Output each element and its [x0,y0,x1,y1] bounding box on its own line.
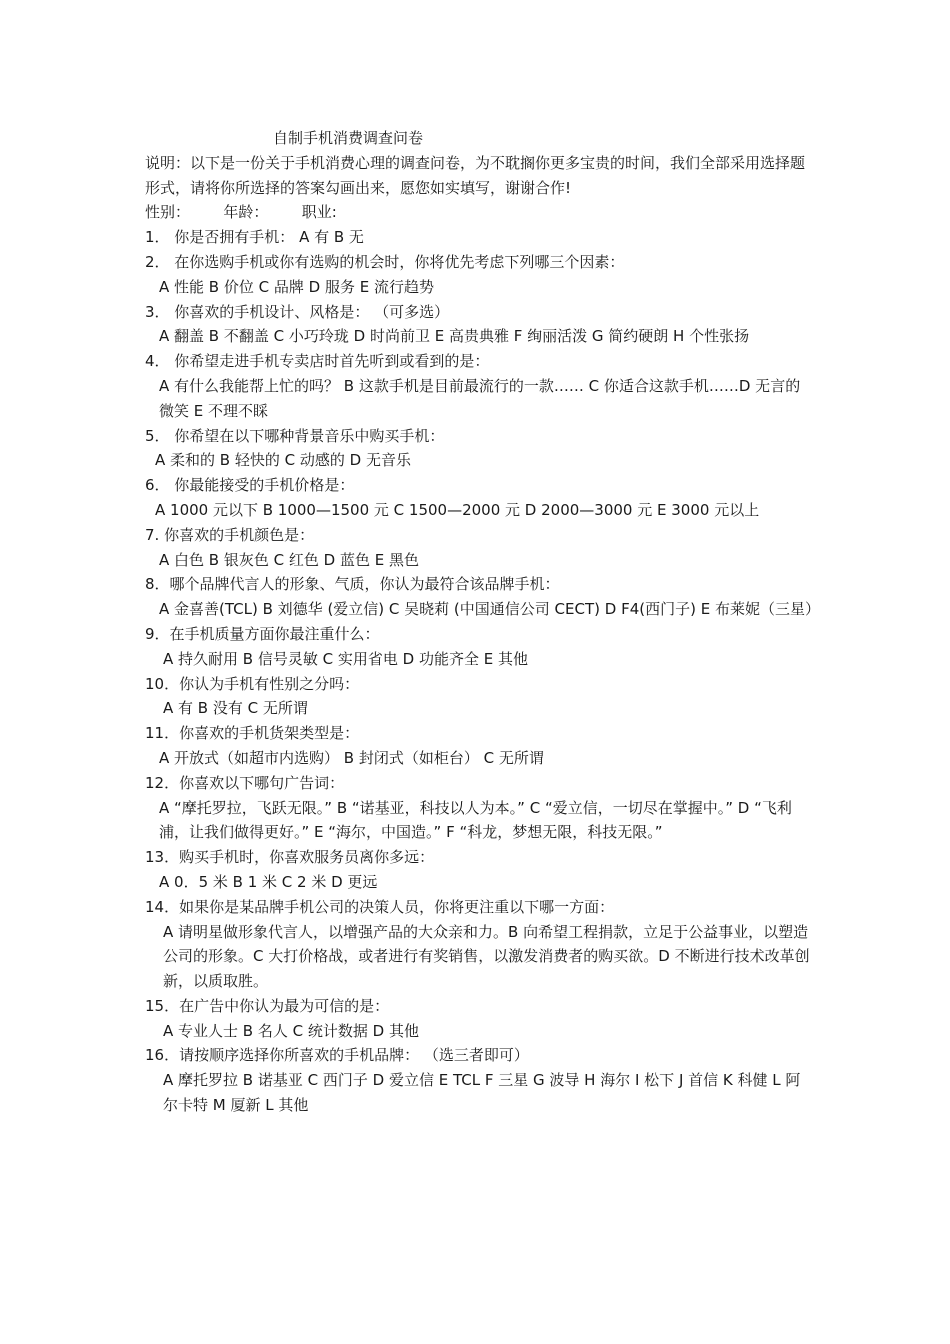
survey-document [145,126,820,1118]
question-options: A 开放式（如超市内选购） B 封闭式（如柜台） C 无所谓 [159,748,544,767]
question-text: 6． 你最能接受的手机价格是： [145,476,355,495]
question-options: A 请明星做形象代言人，以增强产品的大众亲和力。B 向希望工程捐款，立足于公益事业，以塑造公司的形象。C 大打价格战，或者进行有奖销售，以激发消费者的购买欲。D 不断进行技术改革创新，以质取胜。 [163,922,810,991]
question-options: A 有什么我能帮上忙的吗？ B 这款手机是目前最流行的一款…… C 你适合这款手机……D 无言的微笑 E 不理不睬 [159,376,801,420]
question-text: 14．如果你是某品牌手机公司的决策人员，你将更注重以下哪一方面： [145,897,615,916]
document-title: 自制手机消费调查问卷 [273,129,424,147]
question-options: A 0．5 米 B 1 米 C 2 米 D 更远 [159,872,378,891]
question-text: 13．购买手机时，你喜欢服务员离你多远： [145,848,435,867]
question-options: A 摩托罗拉 B 诺基亚 C 西门子 D 爱立信 E TCL F 三星 G 波导 H 海尔 I 松下 J 首信 K 科健 L 阿尔卡特 M 厦新 L 其他 [163,1071,801,1115]
question-text: 3． 你喜欢的手机设计、风格是： （可多选） [145,302,450,321]
question-text: 12．你喜欢以下哪句广告词： [145,773,345,792]
respondent-info: 性别： 年龄： 职业: [145,203,337,222]
question-options: A 专业人士 B 名人 C 统计数据 D 其他 [163,1021,419,1040]
question-options: A 金喜善(TCL) B 刘德华 (爱立信) C 吴晓莉 (中国通信公司 CECT) D F4(西门子) E 布莱妮（三星） [159,600,820,619]
question-text: 2． 在你选购手机或你有选购的机会时，你将优先考虑下列哪三个因素： [145,252,625,271]
question-text: 15．在广告中你认为最为可信的是： [145,996,390,1015]
question-options: A 翻盖 B 不翻盖 C 小巧玲珑 D 时尚前卫 E 高贵典雅 F 绚丽活泼 G 简约硬朗 H 个性张扬 [159,327,750,346]
question-options: A 1000 元以下 B 1000—1500 元 C 1500—2000 元 D 2000—3000 元 E 3000 元以上 [155,500,760,519]
question-text: 8．哪个品牌代言人的形象、气质，你认为最符合该品牌手机： [145,575,560,594]
question-text: 16．请按顺序选择你所喜欢的手机品牌： （选三者即可） [145,1046,529,1065]
question-options: A 持久耐用 B 信号灵敏 C 实用省电 D 功能齐全 E 其他 [163,649,528,668]
question-options: A “摩托罗拉，飞跃无限。” B “诺基亚，科技以人为本。” C “爱立信，一切尽在掌握中。” D “飞利浦，让我们做得更好。” E “海尔，中国造。” F “科龙，梦想无限，科技无限。” [159,798,792,842]
question-text: 11．你喜欢的手机货架类型是： [145,724,360,743]
question-text: 1． 你是否拥有手机： A 有 B 无 [145,228,364,247]
question-text: 9．在手机质量方面你最注重什么： [145,624,380,643]
intro-paragraph: 说明：以下是一份关于手机消费心理的调查问卷，为不耽搁你更多宝贵的时间，我们全部采用选择题形式，请将你所选择的答案勾画出来，愿您如实填写，谢谢合作! [145,153,806,197]
question-text: 5． 你希望在以下哪种背景音乐中购买手机： [145,426,445,445]
question-text: 7. 你喜欢的手机颜色是： [145,525,315,544]
question-options: A 柔和的 B 轻快的 C 动感的 D 无音乐 [155,451,411,470]
question-options: A 性能 B 价位 C 品牌 D 服务 E 流行趋势 [159,277,434,296]
question-text: 10．你认为手机有性别之分吗： [145,674,360,693]
question-options: A 白色 B 银灰色 C 红色 D 蓝色 E 黑色 [159,550,419,569]
question-text: 4． 你希望走进手机专卖店时首先听到或看到的是： [145,352,490,371]
question-options: A 有 B 没有 C 无所谓 [163,699,308,718]
